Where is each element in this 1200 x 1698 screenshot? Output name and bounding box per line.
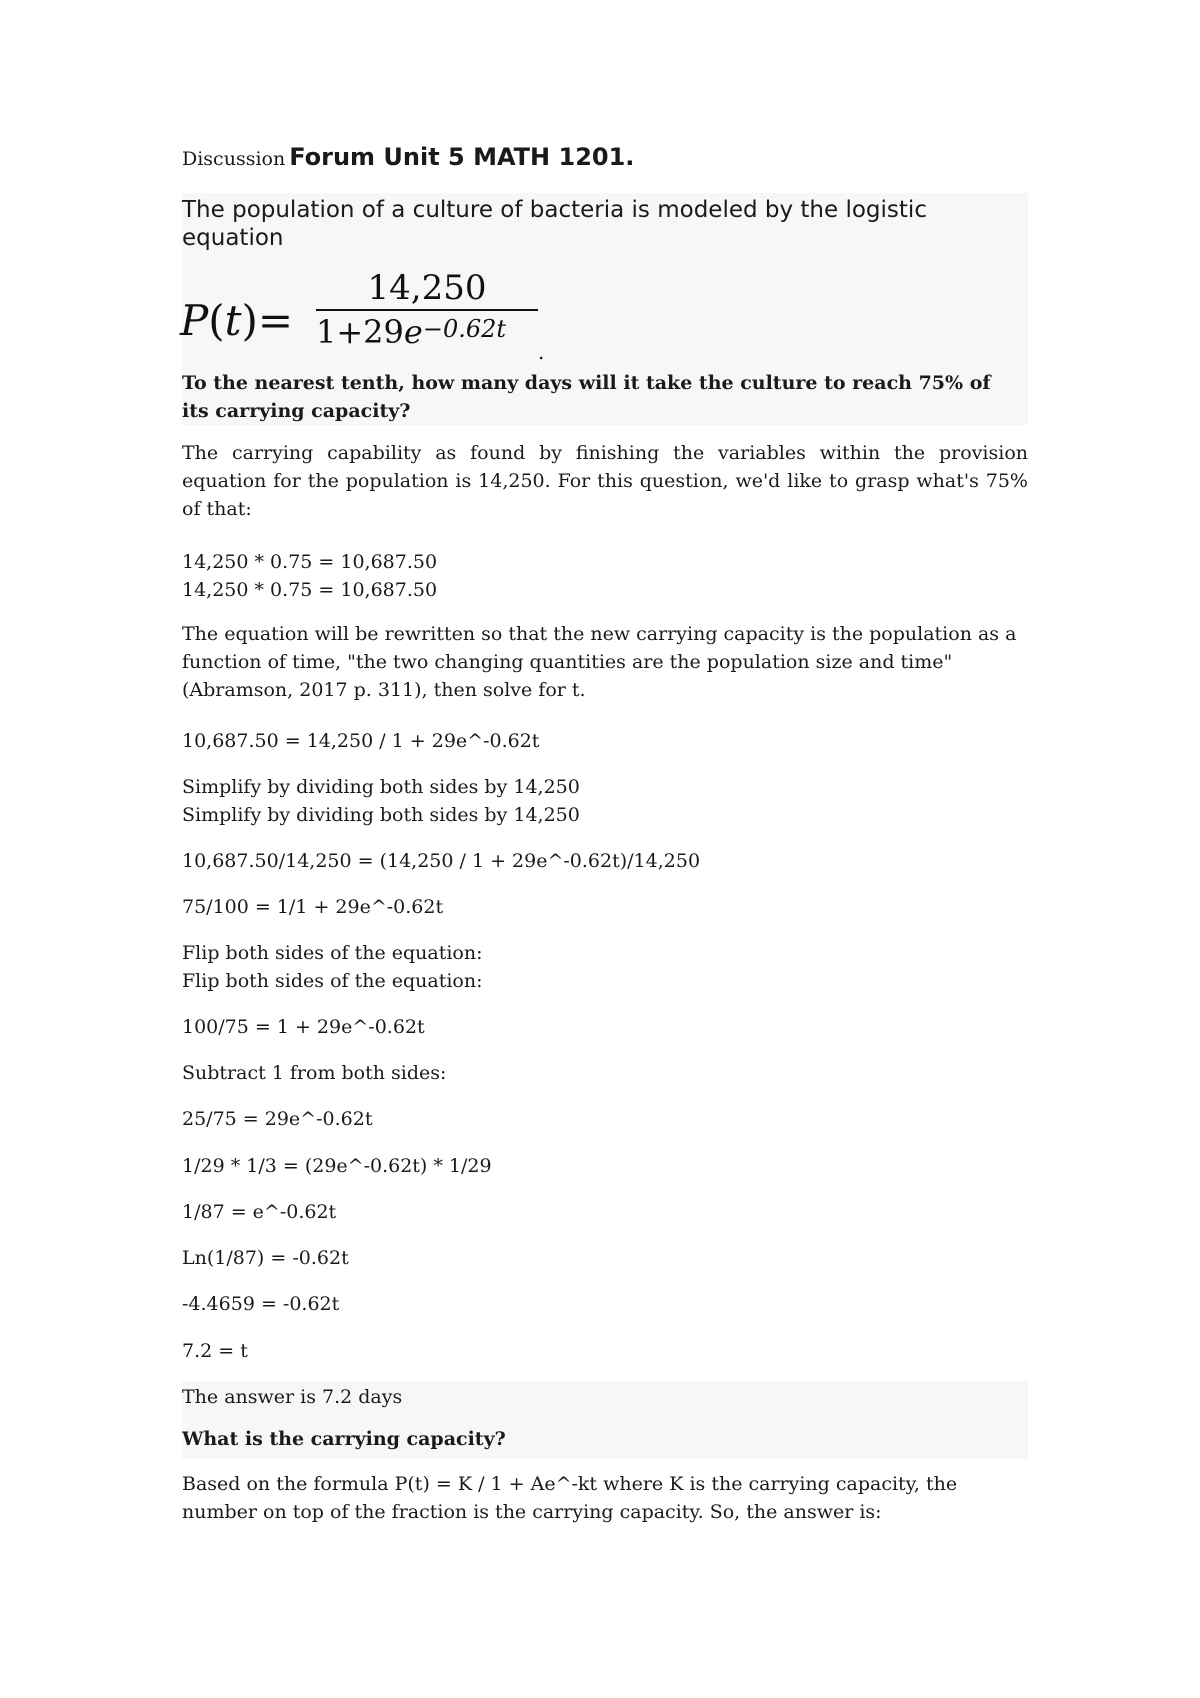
formula-fraction: [316, 268, 538, 354]
paragraph-rewrite: The equation will be rewritten so that the new carrying capacity is the population as a function of time, "the two changing quantities are the population size and time"(Abramson, 2017 p. 311), then solve for t.: [182, 623, 1017, 701]
equation-line: 10,687.50/14,250 = (14,250 / 1 + 29e^-0.62t)/14,250: [182, 850, 701, 872]
denominator-exponent: −0.62t: [422, 315, 507, 343]
equation-line: 14,250 * 0.75 = 10,687.50: [182, 579, 438, 601]
step-text: Flip both sides of the equation:: [182, 970, 483, 992]
equation-line: -4.4659 = -0.62t: [182, 1293, 340, 1315]
answer-block: [182, 1381, 1028, 1459]
paragraph-intro: The carrying capability as found by finishing the variables within the provision equation for the population is 14,250. For this question, we'd like to grasp what's 75% of that:: [182, 442, 1028, 520]
equation-line: 1/87 = e^-0.62t: [182, 1201, 337, 1223]
document-title: [182, 143, 634, 171]
equation-line: 10,687.50 = 14,250 / 1 + 29e^-0.62t: [182, 730, 540, 752]
question-block: [182, 193, 1028, 425]
formula-lhs: P(t)=: [180, 296, 294, 345]
formula-denominator: [316, 313, 538, 354]
equation-line: 75/100 = 1/1 + 29e^-0.62t: [182, 896, 444, 918]
step-text: Simplify by dividing both sides by 14,250: [182, 804, 580, 826]
step-text: Simplify by dividing both sides by 14,250: [182, 776, 580, 798]
step-text: Subtract 1 from both sides:: [182, 1062, 447, 1084]
formula-numerator: 14,250: [367, 268, 487, 308]
question-carrying-capacity: What is the carrying capacity?: [182, 1428, 506, 1450]
denominator-e: e: [403, 313, 423, 351]
formula-var: t: [224, 296, 242, 345]
question-prompt: To the nearest tenth, how many days will it take the culture to reach 75% of its carrying capacity?: [182, 372, 991, 422]
title-part-discussion: Discussion: [182, 148, 286, 170]
equation-line: 14,250 * 0.75 = 10,687.50: [182, 551, 438, 573]
formula-func: P: [180, 296, 209, 345]
equation-line: Ln(1/87) = -0.62t: [182, 1247, 349, 1269]
answer-text: The answer is 7.2 days: [182, 1386, 403, 1408]
fraction-bar: [316, 309, 538, 311]
title-part-forum: Forum Unit 5 MATH 1201.: [289, 143, 635, 171]
question-intro: The population of a culture of bacteria is modeled by the logistic equation: [182, 197, 927, 251]
denominator-base: 1+29: [316, 313, 404, 351]
step-text: Flip both sides of the equation:: [182, 942, 483, 964]
equation-line: 100/75 = 1 + 29e^-0.62t: [182, 1016, 425, 1038]
paragraph-formula-explanation: Based on the formula P(t) = K / 1 + Ae^-kt where K is the carrying capacity, the number on top of the fraction is the carrying capacity. So, the answer is:: [182, 1473, 958, 1523]
equation-line: 25/75 = 29e^-0.62t: [182, 1108, 373, 1130]
equation-line: 7.2 = t: [182, 1340, 248, 1362]
formula-trailing-dot: .: [538, 340, 545, 364]
equation-line: 1/29 * 1/3 = (29e^-0.62t) * 1/29: [182, 1155, 492, 1177]
